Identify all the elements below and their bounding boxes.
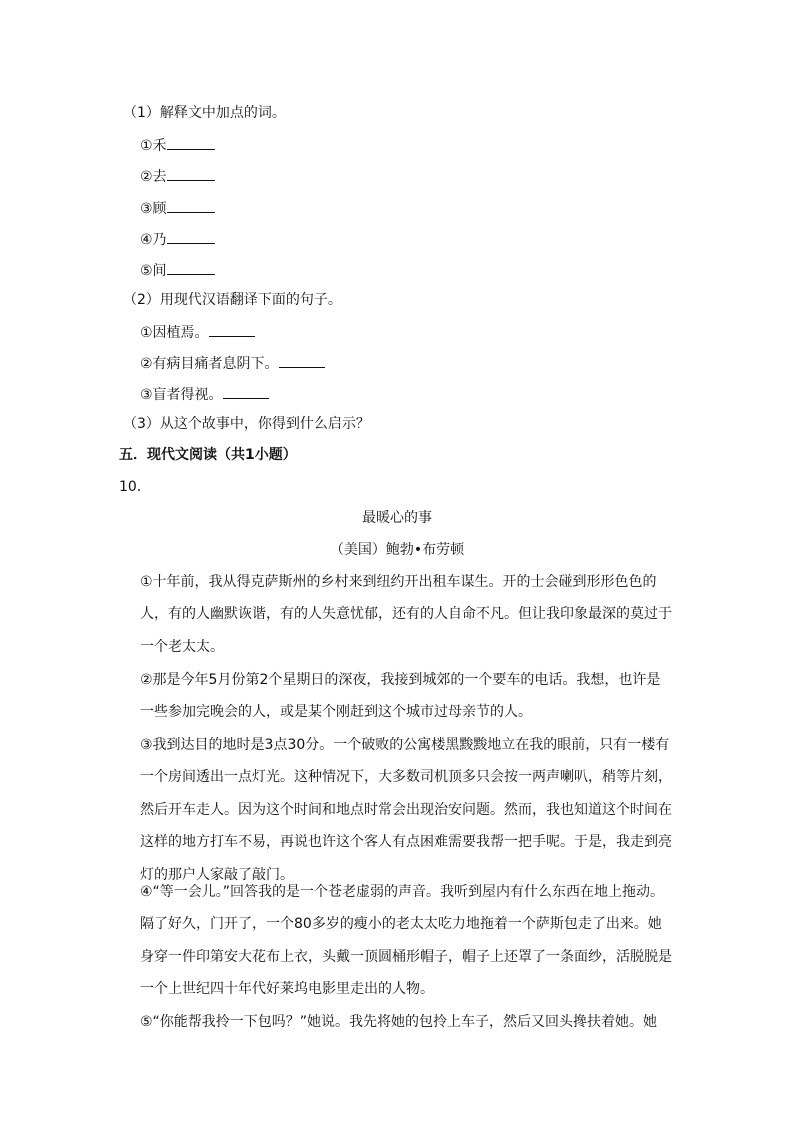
question-2-prompt: （2）用现代汉语翻译下面的句子。 bbox=[123, 292, 342, 308]
article-paragraph-1: ①十年前，我从得克萨斯州的乡村来到纽约开出租车谋生。开的士会碰到形形色色的人，有的人幽默诙谐，有的人失意忧郁，还有的人自命不凡。但让我印象最深的莫过于一个老太太。 bbox=[140, 574, 672, 655]
question-1-prompt: （1）解释文中加点的词。 bbox=[123, 105, 286, 121]
q1-item-label: ③顾 bbox=[140, 201, 167, 217]
q2-item-1 bbox=[140, 322, 255, 343]
q1-item-2 bbox=[140, 166, 215, 187]
section-heading: 五．现代文阅读（共1小题） bbox=[119, 447, 297, 463]
q1-item-label: ④乃 bbox=[140, 232, 167, 248]
answer-blank[interactable] bbox=[223, 384, 269, 399]
answer-blank[interactable] bbox=[209, 322, 255, 337]
article-paragraph-5: ⑤“你能帮我拎一下包吗？”她说。我先将她的包拎上车子，然后又回头搀扶着她。她 bbox=[140, 1014, 658, 1030]
q2-item-label: ②有病目痛者息阴下。 bbox=[140, 356, 279, 372]
q2-item-2 bbox=[140, 353, 325, 374]
answer-blank[interactable] bbox=[167, 229, 215, 244]
answer-blank[interactable] bbox=[167, 135, 215, 150]
q1-item-1 bbox=[140, 135, 215, 156]
q1-item-3 bbox=[140, 198, 215, 219]
article-paragraph-4: ④“等一会儿。”回答我的是一个苍老虚弱的声音。我听到屋内有什么东西在地上拖动。隔了好久，门开了，一个80多岁的瘦小的老太太吃力地拖着一个萨斯包走了出来。她身穿一件印第安大花布上衣，头戴一顶圆桶形帽子，帽子上还罩了一条面纱，活脱脱是一个上世纪四十年代好莱坞电影里走出的人物。 bbox=[140, 884, 672, 998]
question-number: 10． bbox=[119, 479, 151, 495]
answer-blank[interactable] bbox=[167, 198, 215, 213]
q1-item-label: ①禾 bbox=[140, 138, 167, 154]
article-title: 最暖心的事 bbox=[362, 510, 432, 526]
answer-blank[interactable] bbox=[279, 353, 325, 368]
q1-item-5 bbox=[140, 260, 215, 281]
article-author: （美国）鲍勃•布劳顿 bbox=[329, 542, 465, 558]
question-3-prompt: （3）从这个故事中，你得到什么启示？ bbox=[123, 416, 370, 432]
q1-item-label: ⑤间 bbox=[140, 263, 167, 279]
answer-blank[interactable] bbox=[167, 166, 215, 181]
q2-item-3 bbox=[140, 384, 269, 405]
article-paragraph-3: ③我到达目的地时是3点30分。一个破败的公寓楼黑黢黢地立在我的眼前，只有一楼有一个房间透出一点灯光。这种情况下，大多数司机顶多只会按一两声喇叭，稍等片刻，然后开车走人。因为这个时间和地点时常会出现治安问题。然而，我也知道这个时间在这样的地方打车不易，再说也许这个客人有点困难需要我帮一把手呢。于是，我走到亮灯的那户人家敲了敲门。 bbox=[140, 737, 672, 883]
q2-item-label: ①因植焉。 bbox=[140, 325, 209, 341]
answer-blank[interactable] bbox=[167, 260, 215, 275]
article-paragraph-2: ②那是今年5月份第2个星期日的深夜，我接到城郊的一个要车的电话。我想，也许是一些参加完晚会的人，或是某个刚赶到这个城市过母亲节的人。 bbox=[140, 672, 661, 721]
q1-item-label: ②去 bbox=[140, 169, 167, 185]
q1-item-4 bbox=[140, 229, 215, 250]
q2-item-label: ③盲者得视。 bbox=[140, 387, 223, 403]
